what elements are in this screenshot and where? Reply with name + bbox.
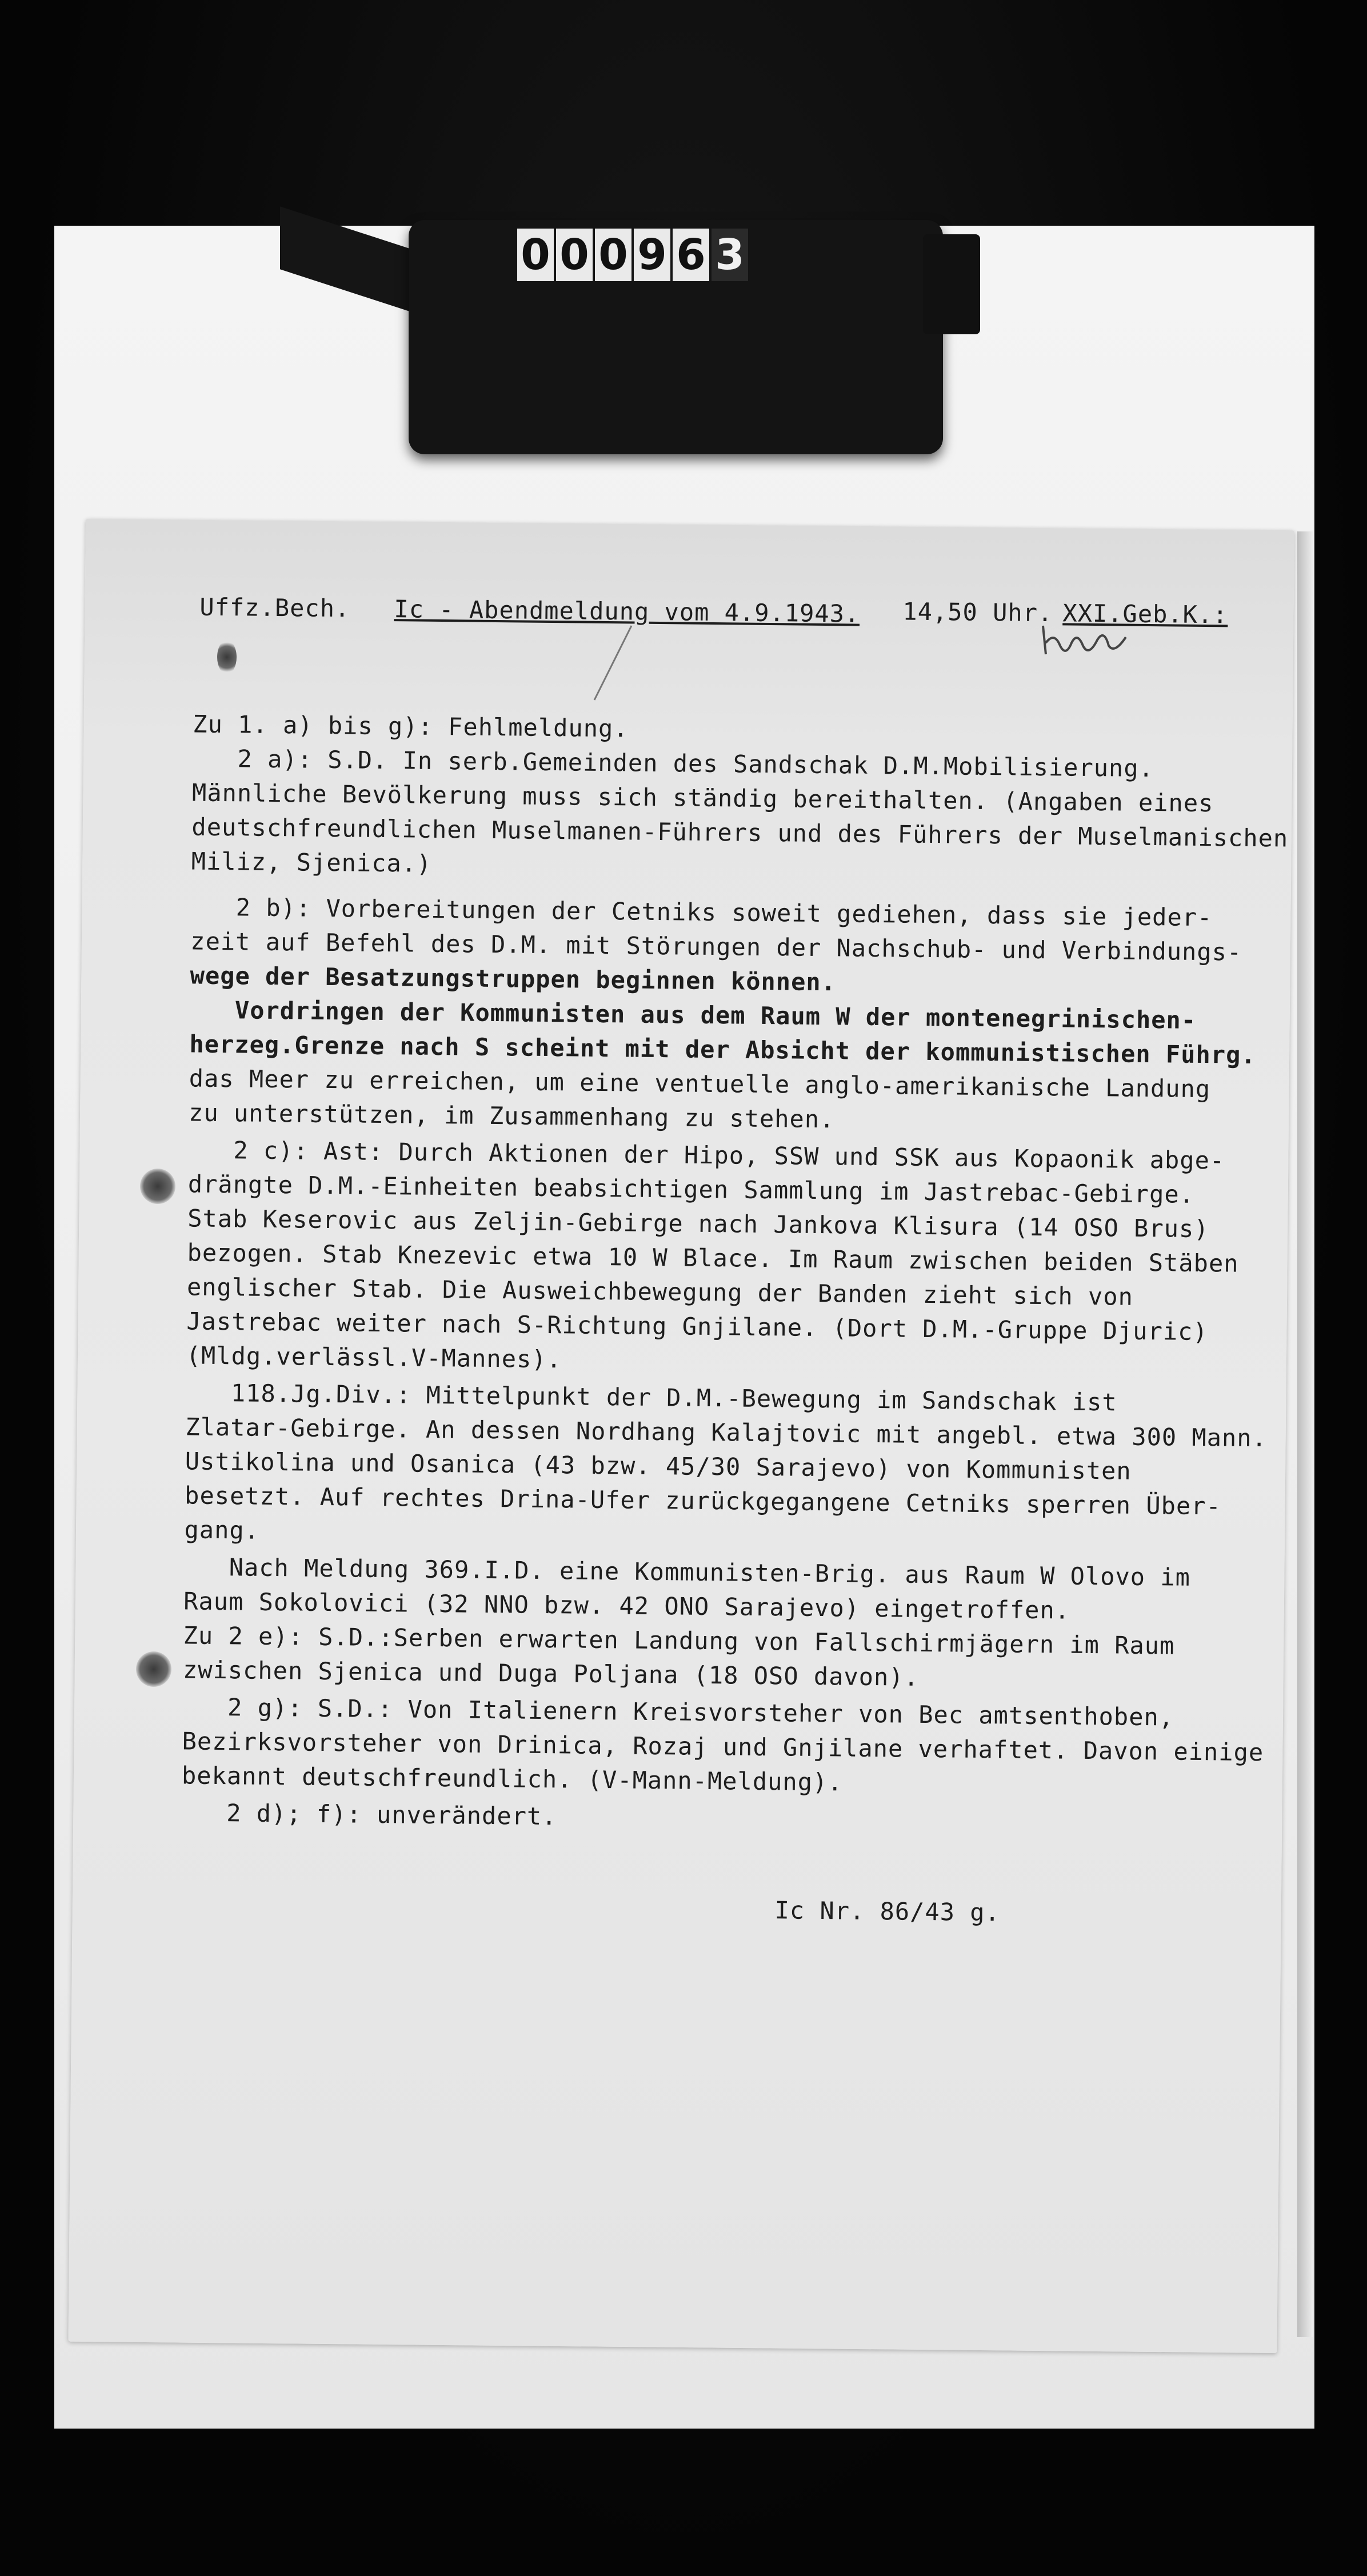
report-line: 2 a): S.D. In serb.Gemeinden des Sandschak D.M.Mobilisierung.	[192, 744, 1154, 783]
header-time: 14,50 Uhr.	[902, 597, 1053, 627]
report-line: Stab Keserovic aus Zeljin-Gebirge nach Jankova Klisura (14 OSO Brus)	[187, 1204, 1209, 1243]
counter-digit: 9	[634, 229, 670, 281]
report-line: das Meer zu erreichen, um eine ventuelle anglo-amerikanische Landung	[189, 1064, 1211, 1103]
report-line: 2 c): Ast: Durch Aktionen der Hipo, SSW und SSK aus Kopaonik abge-	[188, 1135, 1225, 1175]
report-line: Vordringen der Kommunisten aus dem Raum W der montenegrinischen-	[189, 995, 1197, 1034]
counter-knob	[923, 234, 980, 334]
report-line: bezogen. Stab Knezevic etwa 10 W Blace. Im Raum zwischen beiden Stäben	[187, 1238, 1239, 1278]
pencil-check-mark	[591, 623, 637, 703]
report-line: 118.Jg.Div.: Mittelpunkt der D.M.-Bewegung im Sandschak ist	[185, 1378, 1117, 1417]
report-line: zeit auf Befehl des D.M. mit Störungen der Nachschub- und Verbindungs-	[190, 927, 1242, 966]
pencil-smudge	[217, 640, 237, 674]
report-line: wege der Besatzungstruppen beginnen können.	[190, 961, 837, 997]
report-line: Männliche Bevölkerung muss sich ständig bereithalten. (Angaben eines	[191, 778, 1214, 818]
report-line: gang.	[184, 1515, 260, 1545]
report-line: 2 d); f): unverändert.	[181, 1798, 557, 1831]
report-line: 2 g): S.D.: Von Italienern Kreisvorsteher von Bec amtsenthoben,	[182, 1693, 1174, 1731]
report-line: bekannt deutschfreundlich. (V-Mann-Meldung).	[181, 1761, 843, 1797]
counter-digit: 0	[556, 229, 593, 281]
report-line: Zu 2 e): S.D.:Serben erwarten Landung von Fallschirmjägern im Raum	[183, 1621, 1175, 1660]
report-line: zu unterstützen, im Zusammenhang zu stehen.	[188, 1098, 835, 1134]
counter-digit: 6	[673, 229, 709, 281]
report-line: deutschfreundlichen Muselmanen-Führers und des Führers der Muselmanischen	[191, 813, 1289, 853]
counter-digit: 0	[595, 229, 631, 281]
page-title: Ic - Abendmeldung vom 4.9.1943.	[394, 595, 860, 628]
report-line: zwischen Sjenica und Duga Poljana (18 OSO davon).	[182, 1655, 920, 1691]
paper-edge	[1297, 531, 1313, 2337]
report-line: Bezirksvorsteher von Drinica, Rozaj und Gnjilane verhaftet. Davon einige	[182, 1727, 1264, 1767]
report-line: (Mldg.verlässl.V-Mannes).	[186, 1341, 562, 1374]
header-sender: Uffz.Bech.	[199, 593, 350, 623]
reference-number: Ic Nr. 86/43 g.	[774, 1896, 1001, 1927]
report-line: Zlatar-Gebirge. An dessen Nordhang Kalajtovic mit angebl. etwa 300 Mann.	[185, 1413, 1268, 1453]
report-line: englischer Stab. Die Ausweichbewegung der Banden zieht sich von	[186, 1273, 1134, 1311]
report-line: Nach Meldung 369.I.D. eine Kommunisten-Brig. aus Raum W Olovo im	[183, 1553, 1191, 1591]
report-line: Raum Sokolovici (32 NNO bzw. 42 ONO Sarajevo) eingetroffen.	[183, 1587, 1070, 1625]
header-unit: XXI.Geb.K.:	[1062, 599, 1228, 629]
report-line: Miliz, Sjenica.)	[191, 847, 432, 878]
report-line: 2 b): Vorbereitungen der Cetniks soweit gediehen, dass sie jeder-	[190, 893, 1213, 932]
report-line: besetzt. Auf rechtes Drina-Ufer zurückgegangene Cetniks sperren Über-	[184, 1481, 1222, 1521]
frame-counter	[517, 229, 748, 281]
report-line: Ustikolina und Osanica (43 bzw. 45/30 Sarajevo) von Kommunisten	[185, 1447, 1132, 1485]
report-line: herzeg.Grenze nach S scheint mit der Absicht der kommunistischen Führg.	[189, 1030, 1256, 1069]
punch-hole	[140, 1169, 175, 1204]
counter-digit: 0	[517, 229, 554, 281]
counter-digit: 3	[712, 229, 748, 281]
report-line: drängte D.M.-Einheiten beabsichtigen Sammlung im Jastrebac-Gebirge.	[187, 1170, 1195, 1209]
report-line: Jastrebac weiter nach S-Richtung Gnjilane. (Dort D.M.-Gruppe Djuric)	[186, 1307, 1209, 1346]
punch-hole	[136, 1651, 171, 1687]
report-line: Zu 1. a) bis g): Fehlmeldung.	[193, 710, 629, 743]
